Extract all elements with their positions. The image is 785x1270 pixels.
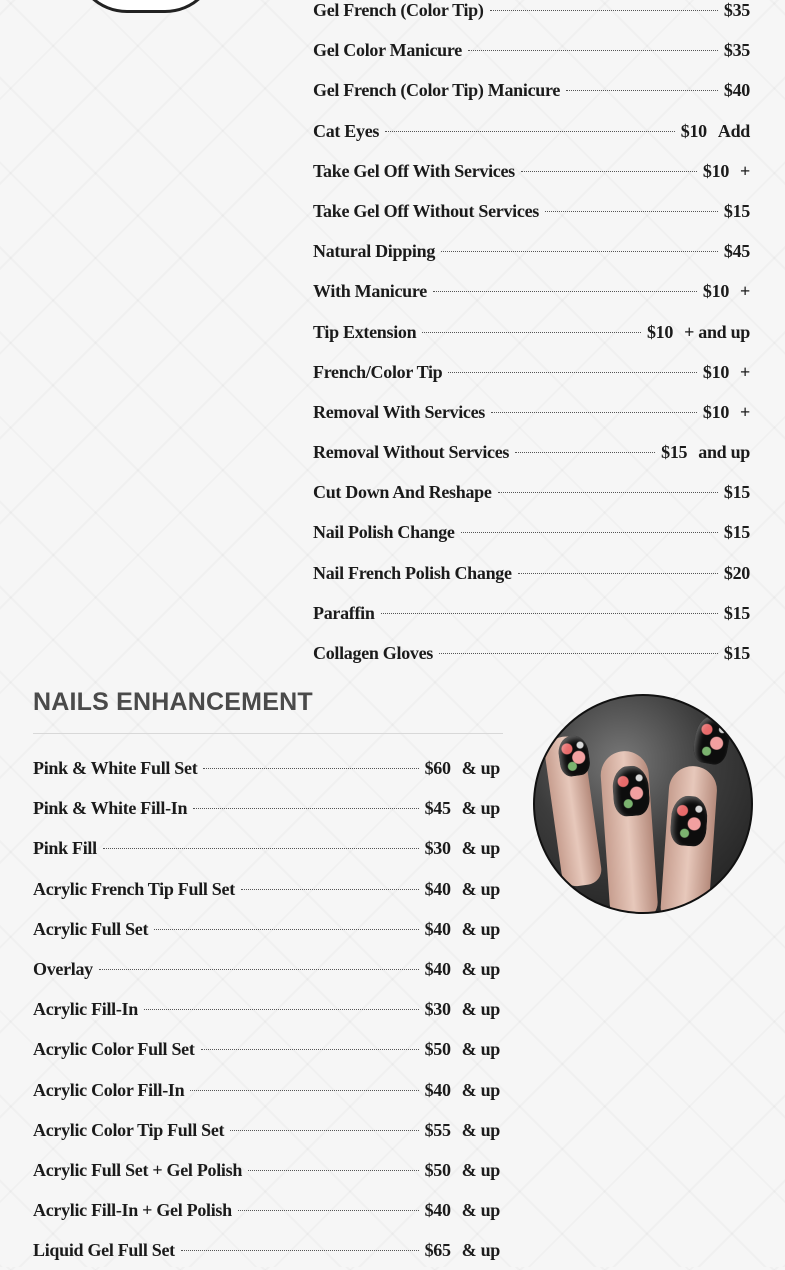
service-name: Acrylic Full Set: [33, 918, 149, 939]
service-price: $40: [424, 1079, 451, 1100]
dot-leader: [238, 1210, 419, 1211]
service-name: Acrylic French Tip Full Set: [33, 878, 235, 899]
price-suffix: & up: [461, 798, 500, 819]
dot-leader: [203, 768, 418, 769]
service-name: Pink Fill: [33, 838, 97, 859]
service-name: Acrylic Fill-In: [33, 999, 138, 1020]
price-suffix: & up: [461, 1200, 500, 1221]
service-price: $10: [702, 160, 730, 181]
service-name: French/Color Tip: [313, 361, 443, 382]
price-suffix: +: [740, 160, 750, 181]
service-name: Collagen Gloves: [313, 643, 433, 663]
dot-leader: [144, 1009, 419, 1010]
service-name: Take Gel Off Without Services: [313, 200, 539, 221]
service-price: $40: [424, 958, 451, 979]
menu-row: [313, 30, 750, 70]
price-suffix: and up: [698, 442, 750, 463]
service-price: $40: [424, 918, 451, 939]
nails-enhancement-heading: NAILS ENHANCEMENT: [33, 688, 313, 716]
service-name: Natural Dipping: [313, 241, 436, 262]
service-price: $10: [702, 361, 730, 382]
menu-row: [313, 151, 750, 191]
price-suffix: & up: [461, 1159, 500, 1180]
service-price: $15: [723, 602, 750, 623]
service-price: $45: [424, 798, 451, 819]
service-name: Acrylic Fill-In + Gel Polish: [33, 1200, 232, 1221]
menu-row: [313, 271, 750, 311]
dot-leader: [498, 492, 718, 493]
dot-leader: [422, 332, 641, 333]
menu-row: [313, 432, 750, 472]
service-price: $50: [424, 1039, 451, 1060]
enhancement-row: [33, 1230, 500, 1270]
enhancement-row: [33, 949, 500, 989]
enhancement-row: [33, 788, 500, 828]
service-name: Gel Color Manicure: [313, 40, 462, 61]
enhancement-row: [33, 1070, 500, 1110]
enhancement-row: [33, 1029, 500, 1069]
service-name: Removal Without Services: [313, 442, 510, 463]
enhancement-row: [33, 869, 500, 909]
price-suffix: +: [740, 361, 750, 382]
enhancement-row: [33, 909, 500, 949]
price-suffix: + and up: [684, 321, 750, 342]
menu-row: [313, 392, 750, 432]
dot-leader: [441, 251, 718, 252]
menu-row: [313, 352, 750, 392]
price-suffix: +: [740, 281, 750, 302]
service-price: $15: [723, 522, 750, 543]
service-name: Acrylic Color Fill-In: [33, 1079, 185, 1100]
enhancement-row: [33, 748, 500, 788]
dot-leader: [103, 848, 419, 849]
service-name: Pink & White Full Set: [33, 758, 198, 778]
dot-leader: [545, 211, 718, 212]
dot-leader: [190, 1090, 418, 1091]
service-name: Gel French (Color Tip): [313, 0, 484, 20]
service-name: Cat Eyes: [313, 120, 380, 141]
gel-services-menu: [313, 0, 750, 673]
menu-row: [313, 70, 750, 110]
dot-leader: [201, 1049, 419, 1050]
service-name: Take Gel Off With Services: [313, 160, 515, 181]
menu-row: [313, 472, 750, 512]
dot-leader: [193, 808, 418, 809]
service-name: Paraffin: [313, 602, 375, 623]
dot-leader: [433, 291, 697, 292]
dot-leader: [490, 10, 718, 11]
price-suffix: & up: [461, 1240, 500, 1261]
service-price: $10: [646, 321, 674, 342]
enhancement-row: [33, 989, 500, 1029]
service-price: $30: [424, 999, 451, 1020]
service-price: $15: [723, 200, 750, 221]
price-suffix: & up: [461, 758, 500, 778]
service-price: $60: [424, 758, 451, 778]
nails-enhancement-menu: [33, 748, 500, 1270]
service-name: Overlay: [33, 958, 93, 979]
decorated-nails-photo: [533, 694, 753, 914]
dot-leader: [566, 90, 718, 91]
service-name: Nail French Polish Change: [313, 562, 512, 583]
price-suffix: +: [740, 401, 750, 422]
service-name: Acrylic Full Set + Gel Polish: [33, 1159, 243, 1180]
service-price: $20: [723, 562, 750, 583]
service-price: $10: [680, 120, 707, 141]
price-suffix: & up: [461, 1079, 500, 1100]
service-name: Cut Down And Reshape: [313, 482, 492, 503]
service-name: Liquid Gel Full Set: [33, 1240, 175, 1261]
service-price: $15: [723, 643, 750, 663]
enhancement-row: [33, 1190, 500, 1230]
service-name: Gel French (Color Tip) Manicure: [313, 80, 561, 101]
service-price: $10: [702, 281, 730, 302]
dot-leader: [230, 1130, 418, 1131]
service-price: $40: [424, 1200, 451, 1221]
service-name: With Manicure: [313, 281, 427, 302]
service-price: $10: [702, 401, 730, 422]
dot-leader: [461, 532, 718, 533]
dot-leader: [241, 889, 419, 890]
dot-leader: [518, 573, 718, 574]
menu-row: [313, 633, 750, 673]
enhancement-row: [33, 1110, 500, 1150]
dot-leader: [385, 131, 675, 132]
menu-row: [313, 512, 750, 552]
service-name: Removal With Services: [313, 401, 486, 422]
dot-leader: [99, 969, 419, 970]
menu-row: [313, 312, 750, 352]
enhancement-row: [33, 828, 500, 868]
service-name: Acrylic Color Full Set: [33, 1039, 195, 1060]
dot-leader: [448, 372, 697, 373]
price-suffix: & up: [461, 838, 500, 859]
price-suffix: & up: [461, 958, 500, 979]
service-price: $30: [424, 838, 451, 859]
dot-leader: [468, 50, 718, 51]
menu-row: [313, 0, 750, 30]
menu-row: [313, 593, 750, 633]
service-name: Nail Polish Change: [313, 522, 455, 543]
service-price: $15: [723, 482, 750, 503]
service-price: $40: [723, 80, 750, 101]
service-price: $40: [424, 878, 451, 899]
dot-leader: [491, 412, 697, 413]
menu-row: [313, 231, 750, 271]
enhancement-row: [33, 1150, 500, 1190]
price-suffix: Add: [717, 120, 750, 141]
service-price: $15: [661, 442, 688, 463]
dot-leader: [181, 1250, 419, 1251]
price-suffix: & up: [461, 878, 500, 899]
service-price: $45: [723, 241, 750, 262]
dot-leader: [515, 452, 655, 453]
menu-row: [313, 553, 750, 593]
service-price: $35: [723, 0, 750, 20]
menu-row: [313, 191, 750, 231]
service-name: Acrylic Color Tip Full Set: [33, 1119, 225, 1140]
service-price: $55: [424, 1119, 451, 1140]
menu-row: [313, 111, 750, 151]
price-suffix: & up: [461, 1039, 500, 1060]
dot-leader: [381, 613, 718, 614]
dot-leader: [439, 653, 718, 654]
dot-leader: [521, 171, 697, 172]
dot-leader: [248, 1170, 419, 1171]
section-divider: [33, 733, 503, 734]
price-suffix: & up: [461, 1119, 500, 1140]
service-name: Pink & White Fill-In: [33, 798, 188, 819]
price-suffix: & up: [461, 918, 500, 939]
service-price: $65: [424, 1240, 451, 1261]
service-name: Tip Extension: [313, 321, 417, 342]
price-suffix: & up: [461, 999, 500, 1020]
service-price: $35: [723, 40, 750, 61]
dot-leader: [154, 929, 418, 930]
decorative-circle-image: [74, 0, 218, 13]
service-price: $50: [424, 1159, 451, 1180]
